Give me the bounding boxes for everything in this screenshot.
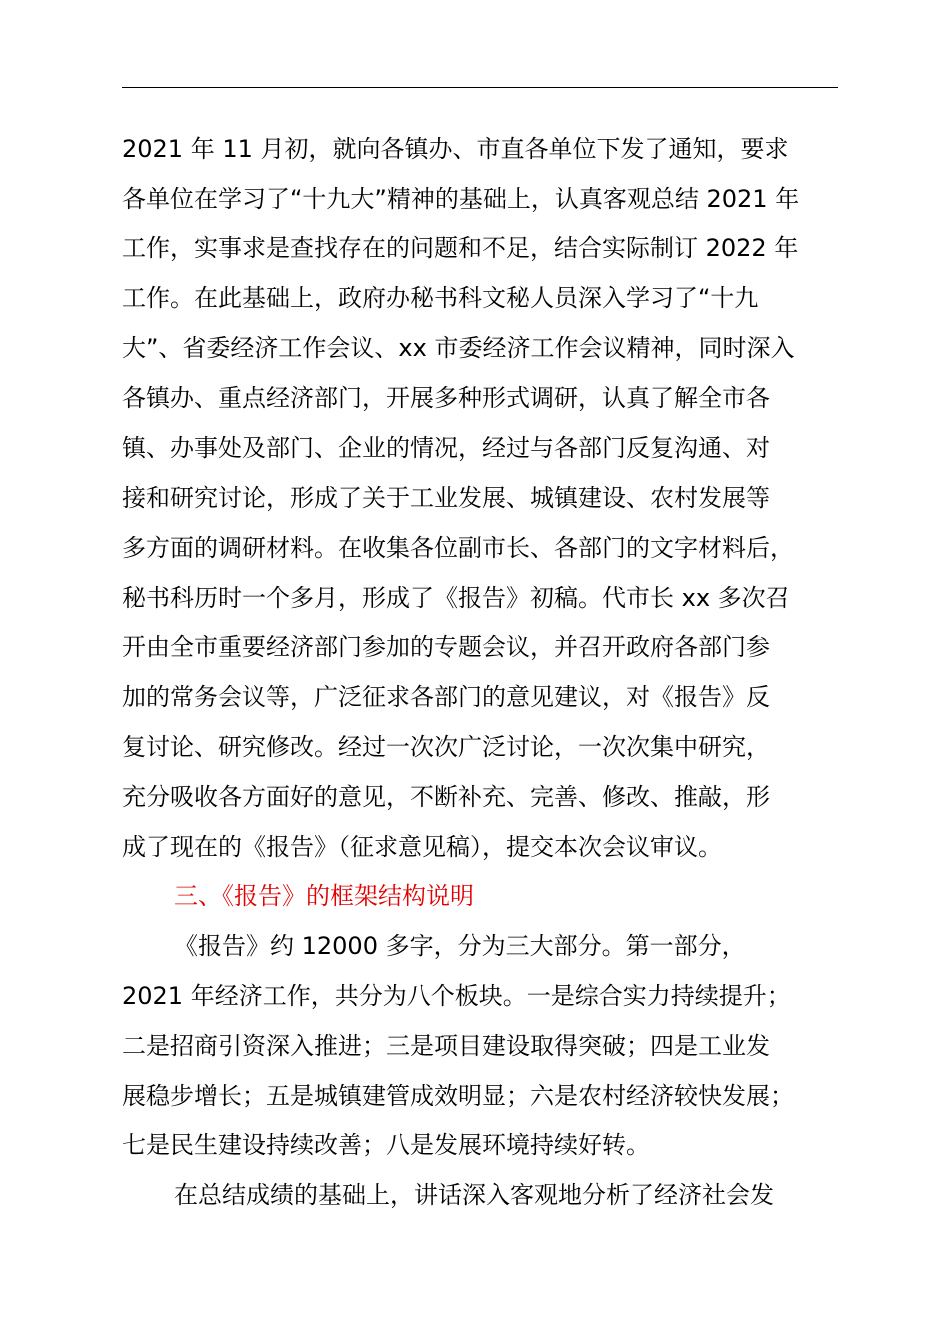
header-rule — [122, 87, 838, 88]
body-line-13: 复讨论、研究修改。经过一次次广泛讨论，一次次集中研究， — [122, 733, 770, 761]
body-line-15: 成了现在的《报告》（征求意见稿），提交本次会议审议。 — [122, 833, 722, 861]
body-line-1: 2021 年 11 月初，就向各镇办、市直各单位下发了通知，要求 — [122, 135, 789, 163]
body-line-19: 二是招商引资深入推进；三是项目建设取得突破；四是工业发 — [122, 1032, 770, 1060]
body-line-11: 开由全市重要经济部门参加的专题会议，并召开政府各部门参 — [122, 633, 770, 661]
body-line-7: 镇、办事处及部门、企业的情况，经过与各部门反复沟通、对 — [122, 434, 770, 462]
body-line-6: 各镇办、重点经济部门，开展多种形式调研，认真了解全市各 — [122, 384, 770, 412]
body-line-5: 大”、省委经济工作会议、xx 市委经济工作会议精神，同时深入 — [122, 334, 795, 362]
body-line-10: 秘书科历时一个多月，形成了《报告》初稿。代市长 xx 多次召 — [122, 584, 790, 612]
body-line-9: 多方面的调研材料。在收集各位副市长、各部门的文字材料后， — [122, 534, 794, 562]
body-line-8: 接和研究讨论，形成了关于工业发展、城镇建设、农村发展等 — [122, 484, 770, 512]
body-line-17: 《报告》约 12000 多字，分为三大部分。第一部分， — [174, 932, 746, 960]
body-line-2: 各单位在学习了“十九大”精神的基础上，认真客观总结 2021 年 — [122, 185, 800, 213]
body-line-14: 充分吸收各方面好的意见，不断补充、完善、修改、推敲，形 — [122, 783, 770, 811]
body-line-22: 在总结成绩的基础上，讲话深入客观地分析了经济社会发 — [174, 1181, 774, 1209]
section-heading: 三、《报告》的框架结构说明 — [174, 882, 474, 910]
body-line-4: 工作。在此基础上，政府办秘书科文秘人员深入学习了“十九 — [122, 284, 759, 312]
body-line-12: 加的常务会议等，广泛征求各部门的意见建议，对《报告》反 — [122, 683, 770, 711]
body-line-20: 展稳步增长；五是城镇建管成效明显；六是农村经济较快发展； — [122, 1082, 794, 1110]
body-line-3: 工作，实事求是查找存在的问题和不足，结合实际制订 2022 年 — [122, 234, 799, 262]
body-line-18: 2021 年经济工作，共分为八个板块。一是综合实力持续提升； — [122, 982, 791, 1010]
body-line-21: 七是民生建设持续改善；八是发展环境持续好转。 — [122, 1131, 650, 1159]
